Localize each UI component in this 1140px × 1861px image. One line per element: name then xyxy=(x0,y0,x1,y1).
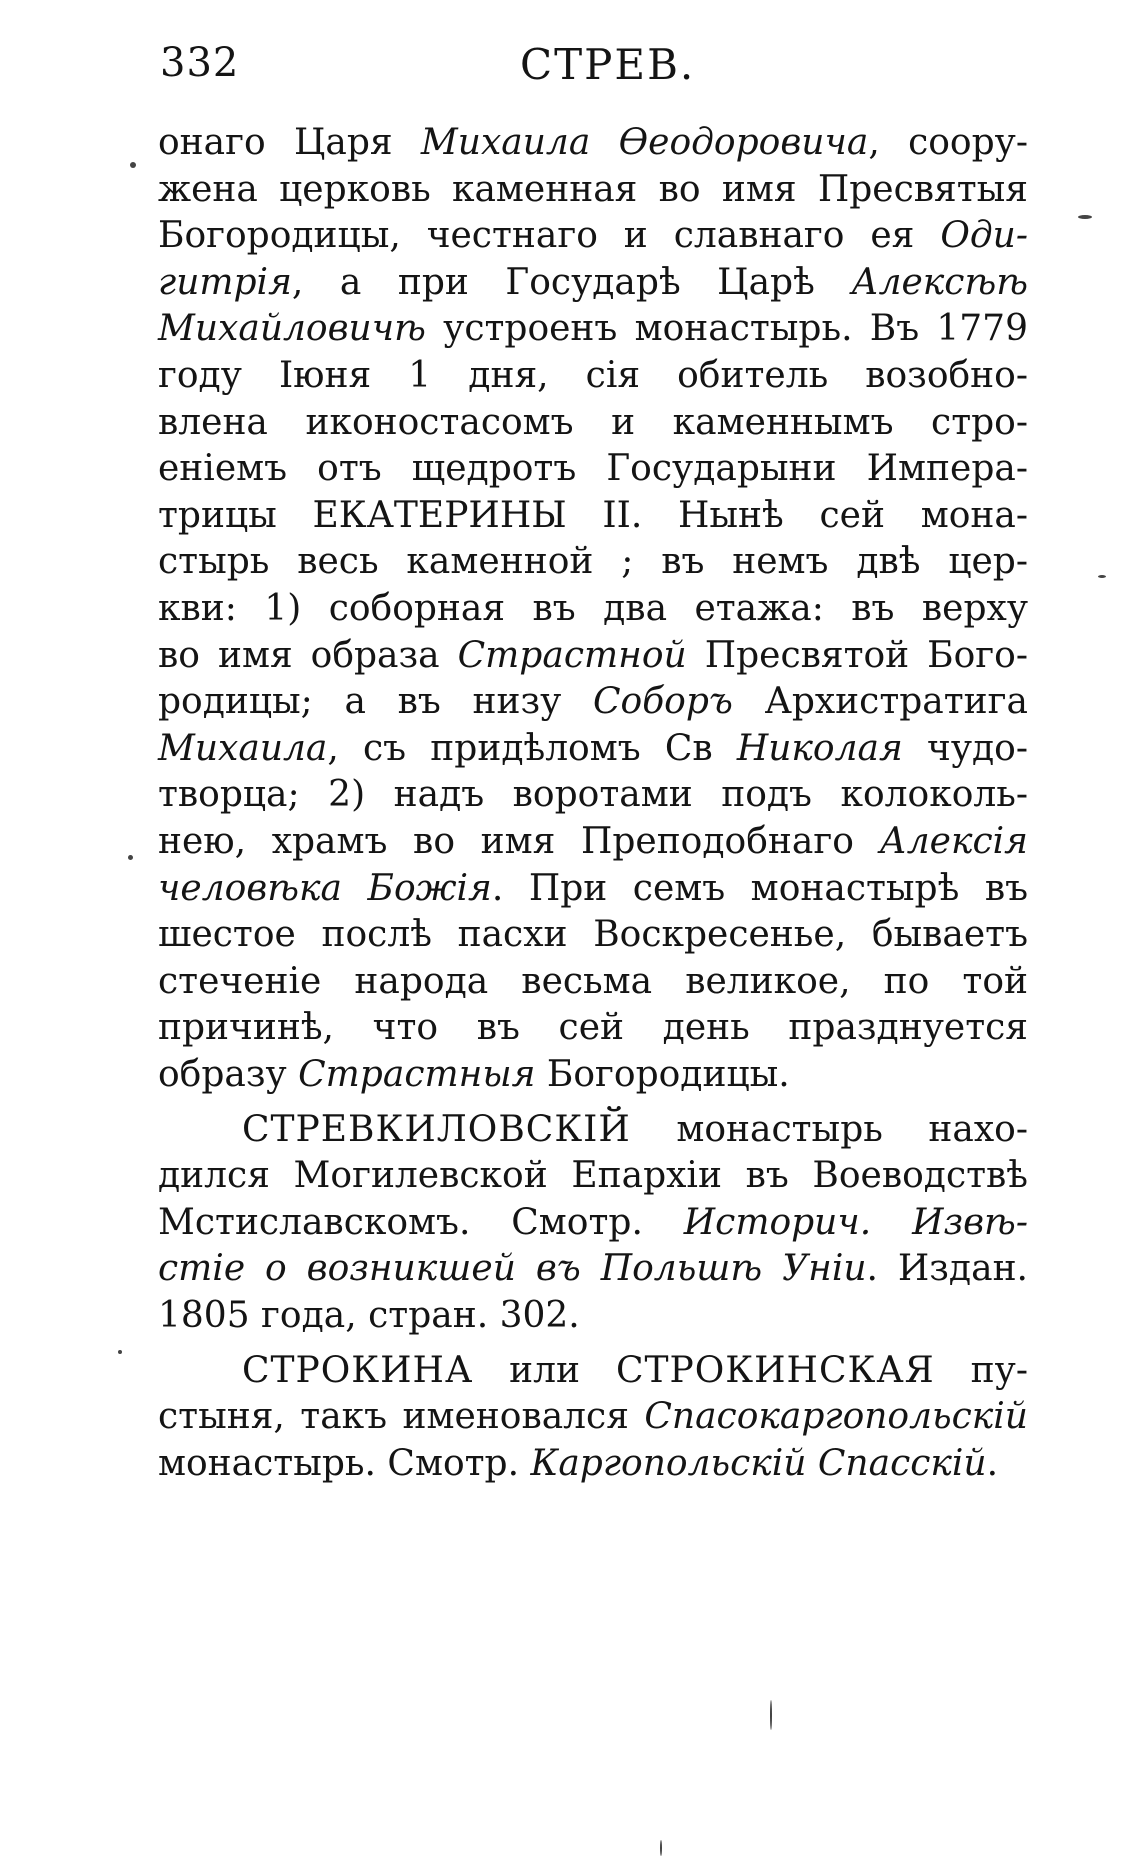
text-line xyxy=(158,817,1028,867)
italic-span: Михайловичѣ xyxy=(158,308,426,350)
italic-span: Алексѣѣ xyxy=(851,261,1028,303)
text-span: дился Могилевской Епархіи въ Воеводствѣ xyxy=(158,1155,1028,1197)
text-line xyxy=(158,631,1028,681)
scan-speck xyxy=(660,1840,662,1856)
italic-span: человѣка Божія xyxy=(158,867,492,909)
text-span: Архистратига xyxy=(732,681,1028,723)
text-span: кви: 1) соборная въ два етажа: въ верху xyxy=(158,588,1028,629)
text-span: шестое послѣ пасхи Воскресенье, бываетъ xyxy=(158,914,1028,956)
text-span: жена церковь каменная во имя Пресвятыя xyxy=(158,168,1028,210)
italic-span: Страстной xyxy=(457,634,687,676)
text-span: Богородицы, честнаго и славнаго ея xyxy=(158,215,941,257)
italic-span: Соборъ xyxy=(592,681,733,723)
scan-speck xyxy=(130,162,136,168)
text-line xyxy=(158,491,1028,541)
text-line xyxy=(158,398,1028,448)
italic-span: Спасокаргопольскій xyxy=(644,1396,1028,1438)
text-line xyxy=(158,537,1028,587)
text-span: причинѣ, что въ сей день празднуется xyxy=(158,1007,1028,1049)
text-span: устроенъ монастырь. Въ 1779 xyxy=(425,308,1028,350)
scan-speck xyxy=(1078,215,1092,219)
text-span: , а при Государѣ Царѣ xyxy=(291,261,852,303)
page-header xyxy=(160,40,1040,110)
italic-span: гитрія xyxy=(158,261,292,303)
text-line xyxy=(242,1346,1028,1396)
text-span: во имя образа xyxy=(158,634,458,676)
text-span: творца; 2) надъ воротами подъ колоколь- xyxy=(158,774,1028,816)
text-span: или xyxy=(473,1349,616,1391)
text-line xyxy=(158,1439,1028,1489)
text-span: . При семъ монастырѣ въ xyxy=(491,867,1028,909)
text-span: , съ придѣломъ Св xyxy=(327,727,737,769)
text-line xyxy=(158,1392,1028,1442)
text-span: родицы; а въ низу xyxy=(158,681,593,723)
text-line xyxy=(158,910,1028,960)
text-span: Пресвятой Бого- xyxy=(686,634,1028,676)
text-span: еніемъ отъ щедротъ Государыни Импера- xyxy=(158,448,1028,490)
text-span: Богородицы. xyxy=(535,1054,790,1095)
text-span: нею, храмъ во имя Преподобнаго xyxy=(158,821,880,862)
scan-speck xyxy=(118,1350,122,1354)
text-span: онаго Царя xyxy=(158,122,421,163)
italic-span: стіе о возникшей въ Польшѣ Уніи xyxy=(158,1248,867,1290)
italic-span: Михаила xyxy=(158,727,328,769)
text-line xyxy=(158,211,1028,261)
text-span: 1805 года, стран. 302. xyxy=(158,1295,580,1336)
text-line xyxy=(158,724,1028,774)
text-line xyxy=(158,1244,1028,1294)
text-line xyxy=(158,864,1028,914)
text-line xyxy=(158,770,1028,820)
caps-span: СТРОКИНА xyxy=(242,1349,474,1391)
text-span: стеченіе народа весьма великое, по той xyxy=(158,960,1028,1002)
italic-span: Оди- xyxy=(940,215,1028,257)
scan-speck xyxy=(128,855,133,860)
text-span: . xyxy=(986,1442,999,1484)
text-span: , соору- xyxy=(868,122,1028,163)
text-line xyxy=(158,258,1028,308)
text-span: образу xyxy=(158,1054,299,1095)
text-span: Мстиславскомъ. Смотр. xyxy=(158,1201,684,1243)
text-span: стыня, такъ именовался xyxy=(158,1396,645,1438)
running-head: СТРЕВ. xyxy=(520,40,696,89)
text-span: монастырь нахо- xyxy=(630,1108,1028,1150)
text-line xyxy=(158,165,1028,215)
text-span: . Издан. xyxy=(866,1248,1029,1290)
text-span: трицы ЕКАТЕРИНЫ II. Нынѣ сей мона- xyxy=(158,494,1028,536)
text-line xyxy=(158,444,1028,494)
italic-span: Страстныя xyxy=(298,1054,536,1095)
italic-span: Каргопольскій Спасскій xyxy=(530,1442,987,1484)
italic-span: Михаила Өеодоровича xyxy=(420,122,869,163)
text-line xyxy=(158,957,1028,1007)
caps-span: СТРЕВКИЛОВСКІЙ xyxy=(242,1108,631,1150)
text-span: году Іюня 1 дня, сія обитель возобно- xyxy=(158,355,1028,396)
text-line xyxy=(158,584,1028,634)
text-line xyxy=(158,677,1028,727)
italic-span: Алексія xyxy=(879,821,1028,862)
italic-span: Историч. Извѣ- xyxy=(683,1201,1028,1243)
text-line xyxy=(158,1003,1028,1053)
text-line xyxy=(242,1105,1028,1155)
text-line xyxy=(158,118,1028,168)
text-line xyxy=(158,1198,1028,1248)
text-line xyxy=(158,304,1028,354)
page-number: 332 xyxy=(160,40,240,86)
text-span: стырь весь каменной ; въ немъ двѣ цер- xyxy=(158,541,1028,583)
text-span: монастырь. Смотр. xyxy=(158,1442,531,1484)
scan-speck xyxy=(770,1700,772,1730)
text-line xyxy=(158,1151,1028,1201)
text-line xyxy=(158,1291,1028,1341)
text-line xyxy=(158,1050,1028,1100)
text-span: чудо- xyxy=(902,727,1029,769)
text-line xyxy=(158,351,1028,401)
scan-speck xyxy=(1098,575,1106,578)
italic-span: Николая xyxy=(736,727,903,769)
caps-span: СТРОКИНСКАЯ xyxy=(616,1349,935,1391)
text-span: пу- xyxy=(934,1349,1028,1391)
text-span: влена иконостасомъ и каменнымъ стро- xyxy=(158,401,1028,443)
